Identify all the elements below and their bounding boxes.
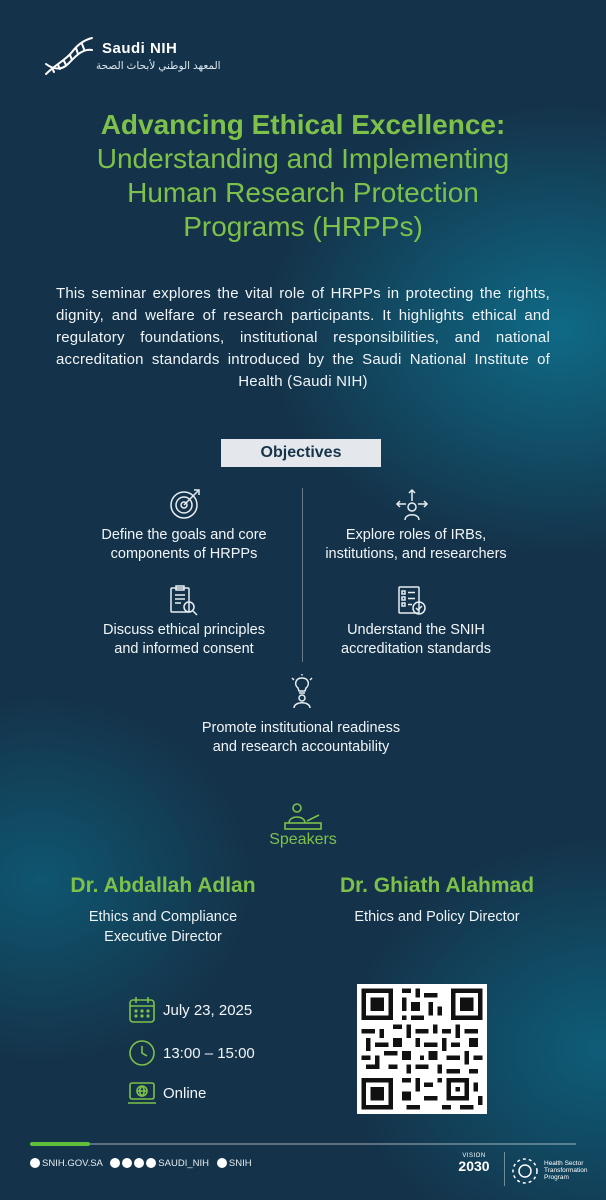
objective-4-line-1: Understand the SNIH <box>347 622 485 638</box>
footer-website[interactable]: SNIH.GOV.SA <box>42 1158 103 1169</box>
clock-icon <box>128 1039 156 1067</box>
vision-2030-logo <box>452 1153 496 1187</box>
registration-qr-code[interactable] <box>357 984 487 1114</box>
footer-logo-separator <box>504 1152 505 1186</box>
page-title <box>20 108 586 244</box>
speaker-2-role <box>287 907 587 927</box>
person-network-icon <box>395 487 429 521</box>
objective-item-3 <box>54 621 314 659</box>
event-location: Online <box>163 1085 207 1102</box>
lightbulb-person-icon <box>285 674 319 708</box>
title-line-3: Human Research Protection <box>127 177 479 208</box>
objective-5-line-1: Promote institutional readiness <box>201 720 401 736</box>
objective-1-line-1: Define the goals and core <box>101 527 267 543</box>
brand-arabic-name: المعهد الوطني لأبحاث الصحة <box>96 60 221 72</box>
vision-year: 2030 <box>458 1158 490 1174</box>
footer-accent-bar <box>30 1142 90 1146</box>
saudi-nih-logo <box>42 34 221 84</box>
target-icon <box>168 487 202 521</box>
document-search-icon <box>166 584 200 618</box>
youtube-icon <box>134 1158 144 1168</box>
footer-links <box>30 1158 252 1169</box>
objective-item-1 <box>54 526 314 564</box>
objective-item-4 <box>286 621 546 659</box>
linkedin-icon <box>217 1158 227 1168</box>
online-globe-icon <box>128 1079 156 1107</box>
speaker-1-role <box>13 907 313 947</box>
title-line-4: Programs (HRPPs) <box>183 211 423 242</box>
title-line-2: Understanding and Implementing <box>96 143 510 174</box>
checklist-icon <box>395 584 429 618</box>
objective-item-5 <box>171 719 431 757</box>
calendar-icon <box>128 996 156 1024</box>
objective-item-2 <box>286 526 546 564</box>
objective-1-line-2: components of HRPPs <box>110 546 258 562</box>
event-time: 13:00 – 15:00 <box>163 1045 255 1062</box>
footer-divider <box>30 1143 576 1145</box>
x-icon <box>110 1158 120 1168</box>
footer-program: Health Sector Transformation Program <box>544 1160 588 1181</box>
event-date: July 23, 2025 <box>163 1002 253 1019</box>
objective-2-line-1: Explore roles of IRBs, <box>345 527 487 543</box>
speaker-1-name: Dr. Abdallah Adlan <box>70 874 256 897</box>
web-icon <box>30 1158 40 1168</box>
instagram-icon <box>122 1158 132 1168</box>
speaker-1-role-line-2: Executive Director <box>104 929 222 945</box>
footer-social-handle[interactable]: SAUDI_NIH <box>158 1158 209 1169</box>
brand-name: Saudi NIH <box>102 40 178 57</box>
objective-5-line-2: and research accountability <box>212 739 390 755</box>
speaker-2-role-line-1: Ethics and Policy Director <box>354 909 520 925</box>
hstp-emblem-icon <box>510 1156 540 1186</box>
objective-4-line-2: accreditation standards <box>341 641 491 657</box>
objective-3-line-1: Discuss ethical principles <box>103 622 265 638</box>
objectives-heading: Objectives <box>221 439 381 467</box>
vision-label: VISION <box>462 1153 486 1159</box>
dna-logo-icon <box>42 34 96 78</box>
snapchat-icon <box>146 1158 156 1168</box>
intro-paragraph: This seminar explores the vital role of HRPPs in protecting the rights, dignity, and welfare of research participants. It highlights ethical and regulatory foundations, institutional responsibilities, and national accreditation standards introduced by the Saudi National Institute of Health (Saudi NIH) <box>56 285 550 390</box>
speakers-label: Speakers <box>269 831 337 848</box>
speaker-2-name: Dr. Ghiath Alahmad <box>339 874 535 897</box>
speaker-1-role-line-1: Ethics and Compliance <box>88 909 238 925</box>
objective-3-line-2: and informed consent <box>114 641 254 657</box>
speaker-podium-icon <box>283 801 323 831</box>
footer-linkedin[interactable]: SNIH <box>228 1158 252 1169</box>
title-line-1: Advancing Ethical Excellence: <box>100 109 506 140</box>
objective-2-line-2: institutions, and researchers <box>325 546 507 562</box>
